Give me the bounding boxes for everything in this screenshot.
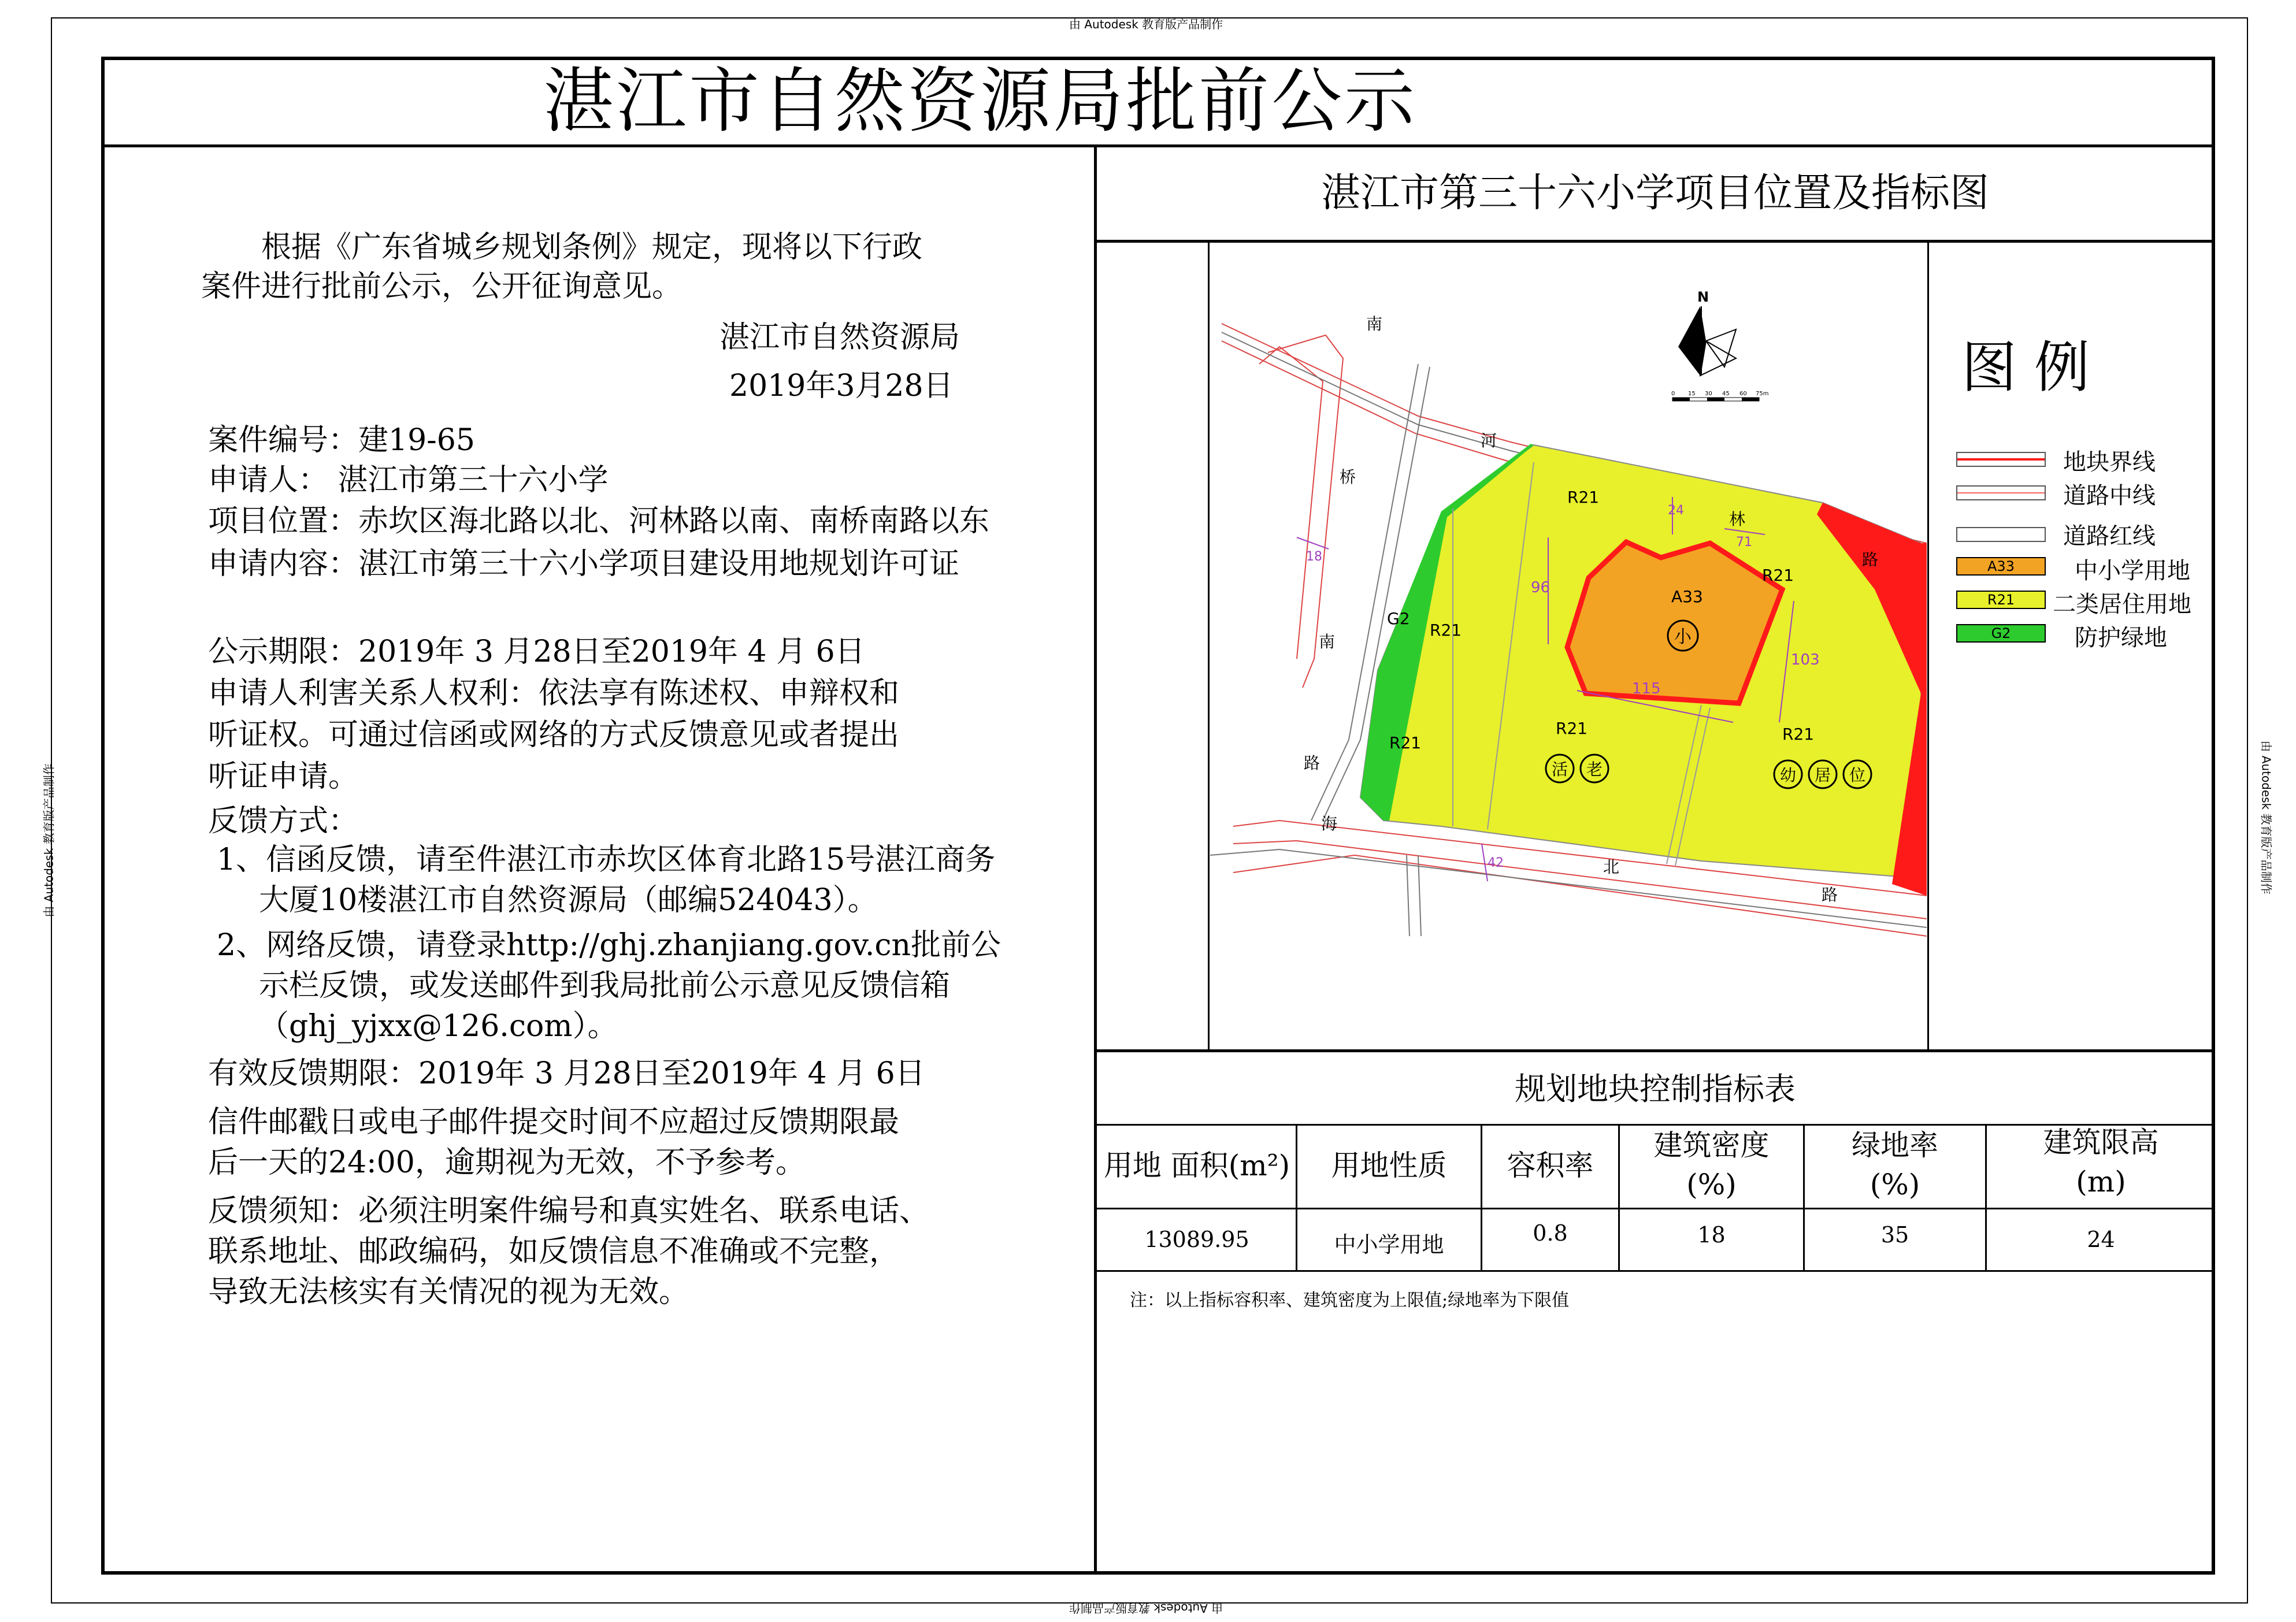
label-a33: A33: [1671, 587, 1703, 606]
scale-tick-45: 45: [1722, 391, 1730, 397]
case-number: 案件编号：建19-65: [208, 423, 475, 458]
header-density: 建筑密度: [1653, 1129, 1770, 1162]
cell-density: 18: [1697, 1222, 1726, 1248]
rights-line-2: 听证权。可通过信函或网络的方式反馈意见或者提出: [208, 718, 900, 752]
site-map: [1210, 243, 1927, 1048]
road-name-lu: 路: [1304, 754, 1321, 773]
header-green: 绿地率: [1852, 1129, 1938, 1162]
scale-tick-15: 15: [1688, 391, 1696, 397]
label-lao: 老: [1586, 760, 1603, 779]
legend-redline-swatch: [1956, 527, 2046, 542]
road-name-qiao: 桥: [1340, 467, 1356, 487]
legend-title: 图例: [1961, 335, 2107, 400]
cell-area: 13089.95: [1144, 1227, 1249, 1252]
map-bottom-divider: [1095, 1049, 2215, 1052]
legend-a33-label: 中小学用地: [2075, 558, 2190, 584]
road-name-he: 河: [1481, 431, 1497, 450]
label-ju: 居: [1815, 766, 1831, 785]
feedback-web-line-1: 2、网络反馈，请登录http://ghj.zhanjiang.gov.cn批前公: [217, 928, 1002, 963]
legend-r21-swatch: R21: [1956, 591, 2046, 609]
cell-height: 24: [2087, 1227, 2115, 1252]
scale-tick-30: 30: [1705, 391, 1712, 397]
scale-bar: [1671, 391, 1768, 401]
dim-24: 24: [1668, 503, 1684, 518]
label-r21-c: R21: [1389, 733, 1422, 752]
watermark-bottom: 由 Autodesk 教育版产品制作: [1069, 1601, 1223, 1615]
label-r21-a: R21: [1567, 488, 1600, 507]
rights-line-3: 听证申请。: [208, 759, 359, 794]
legend-g2-label: 防护绿地: [2075, 625, 2167, 651]
cell-nature: 中小学用地: [1334, 1232, 1444, 1257]
dim-71: 71: [1736, 535, 1752, 550]
feedback-web-line-2: 示栏反馈，或发送邮件到我局批前公示意见反馈信箱: [259, 968, 951, 1003]
road-name-bei: 北: [1603, 858, 1620, 877]
watermark-top: 由 Autodesk 教育版产品制作: [1069, 17, 1223, 31]
header-height-unit: (m): [2076, 1165, 2126, 1198]
application-content: 申请内容：湛江市第三十六小学项目建设用地规划许可证: [208, 547, 960, 581]
table-col-2: [1481, 1124, 1482, 1270]
legend-r21-label: 二类居住用地: [2053, 591, 2191, 618]
dim-103: 103: [1791, 651, 1820, 669]
label-you: 幼: [1780, 766, 1797, 785]
scale-tick-75m: 75m: [1756, 391, 1769, 397]
label-r21-e: R21: [1782, 725, 1815, 744]
label-r21-d: R21: [1556, 719, 1588, 738]
road-name-hai: 海: [1321, 814, 1338, 833]
feedback-heading: 反馈方式：: [208, 804, 359, 838]
notice-date: 2019年3月28日: [729, 369, 954, 403]
label-school: 小: [1674, 627, 1692, 647]
header-far: 容积率: [1507, 1149, 1594, 1182]
legend-redline-label: 道路红线: [2063, 523, 2156, 550]
north-label: N: [1697, 289, 1709, 305]
header-height: 建筑限高: [2043, 1126, 2159, 1159]
header-area: 用地 面积(m²): [1103, 1149, 1290, 1182]
legend-centerline-swatch: [1956, 485, 2046, 500]
dim-18: 18: [1306, 550, 1322, 564]
valid-feedback-period: 有效反馈期限：2019年 3 月28日至2019年 4 月 6日: [208, 1056, 925, 1091]
legend-centerline-label: 道路中线: [2063, 482, 2156, 509]
dim-42: 42: [1488, 856, 1504, 870]
publicity-period: 公示期限：2019年 3 月28日至2019年 4 月 6日: [208, 634, 865, 669]
legend-boundary-swatch: [1956, 452, 2046, 467]
label-wei: 位: [1849, 766, 1866, 785]
legend-g2-swatch: G2: [1956, 624, 2046, 643]
legend-a33-swatch: A33: [1956, 557, 2046, 576]
header-nature: 用地性质: [1331, 1149, 1447, 1182]
map-title: 湛江市第三十六小学项目位置及指标图: [1321, 170, 1989, 216]
requirements-line-3: 导致无法核实有关情况的视为无效。: [208, 1275, 689, 1309]
project-location: 项目位置：赤坎区海北路以北、河林路以南、南桥南路以东: [208, 504, 990, 539]
map-left-border: [1208, 242, 1210, 1051]
feedback-mail-line-1: 1、信函反馈，请至件湛江市赤坎区体育北路15号湛江商务: [217, 842, 996, 877]
label-g2: G2: [1387, 609, 1410, 628]
intro-line-2: 案件进行批前公示，公开征询意见。: [201, 269, 683, 304]
cell-green: 35: [1880, 1222, 1909, 1248]
deadline-line-2: 后一天的24:00，逾期视为无效，不予参考。: [208, 1145, 806, 1180]
table-header-divider: [1095, 1208, 2215, 1209]
road-name-lu2: 路: [1862, 550, 1879, 569]
scale-tick-60: 60: [1739, 391, 1747, 397]
requirements-line-1: 反馈须知：必须注明案件编号和真实姓名、联系电话、: [208, 1194, 930, 1228]
deadline-line-1: 信件邮戳日或电子邮件提交时间不应超过反馈期限最: [208, 1105, 900, 1140]
rights-line-1: 申请人利害关系人权利：依法享有陈述权、申辩权和: [208, 676, 900, 711]
table-note: 注：以上指标容积率、建筑密度为上限值;绿地率为下限值: [1130, 1290, 1570, 1311]
header-density-unit: (%): [1686, 1168, 1737, 1201]
watermark-right: 由 Autodesk 教育版产品制作: [2259, 740, 2273, 894]
road-name-lu3: 路: [1822, 885, 1838, 904]
page-title: 湛江市自然资源局批前公示: [543, 60, 1417, 142]
road-name-nan: 南: [1366, 314, 1383, 333]
watermark-left: 由 Autodesk 教育版产品制作: [42, 763, 56, 918]
table-title: 规划地块控制指标表: [1515, 1071, 1796, 1107]
applicant: 申请人： 湛江市第三十六小学: [208, 463, 609, 498]
issuer: 湛江市自然资源局: [719, 320, 960, 355]
label-r21-f: R21: [1762, 566, 1794, 585]
north-arrow-icon: [1678, 306, 1736, 376]
legend-boundary-label: 地块界线: [2063, 449, 2156, 476]
label-r21-b: R21: [1430, 621, 1462, 640]
intro-line-1: 根据《广东省城乡规划条例》规定，现将以下行政: [261, 230, 923, 265]
road-name-lin: 林: [1729, 510, 1746, 529]
column-divider: [1094, 146, 1097, 1574]
feedback-web-line-3: （ghj_yjxx@126.com）。: [259, 1009, 618, 1044]
dim-96: 96: [1531, 579, 1551, 596]
feedback-mail-line-2: 大厦10楼湛江市自然资源局（邮编524043）。: [259, 883, 878, 918]
scale-tick-0: 0: [1671, 391, 1675, 397]
table-bottom-line: [1095, 1270, 2215, 1272]
header-green-unit: (%): [1870, 1168, 1920, 1201]
map-right-border: [1927, 242, 1929, 1051]
dim-115: 115: [1632, 680, 1661, 697]
road-name-nan2: 南: [1319, 632, 1336, 651]
cell-far: 0.8: [1533, 1220, 1568, 1246]
label-huo: 活: [1552, 760, 1568, 779]
requirements-line-2: 联系地址、邮政编码，如反馈信息不准确或不完整，: [208, 1234, 900, 1269]
